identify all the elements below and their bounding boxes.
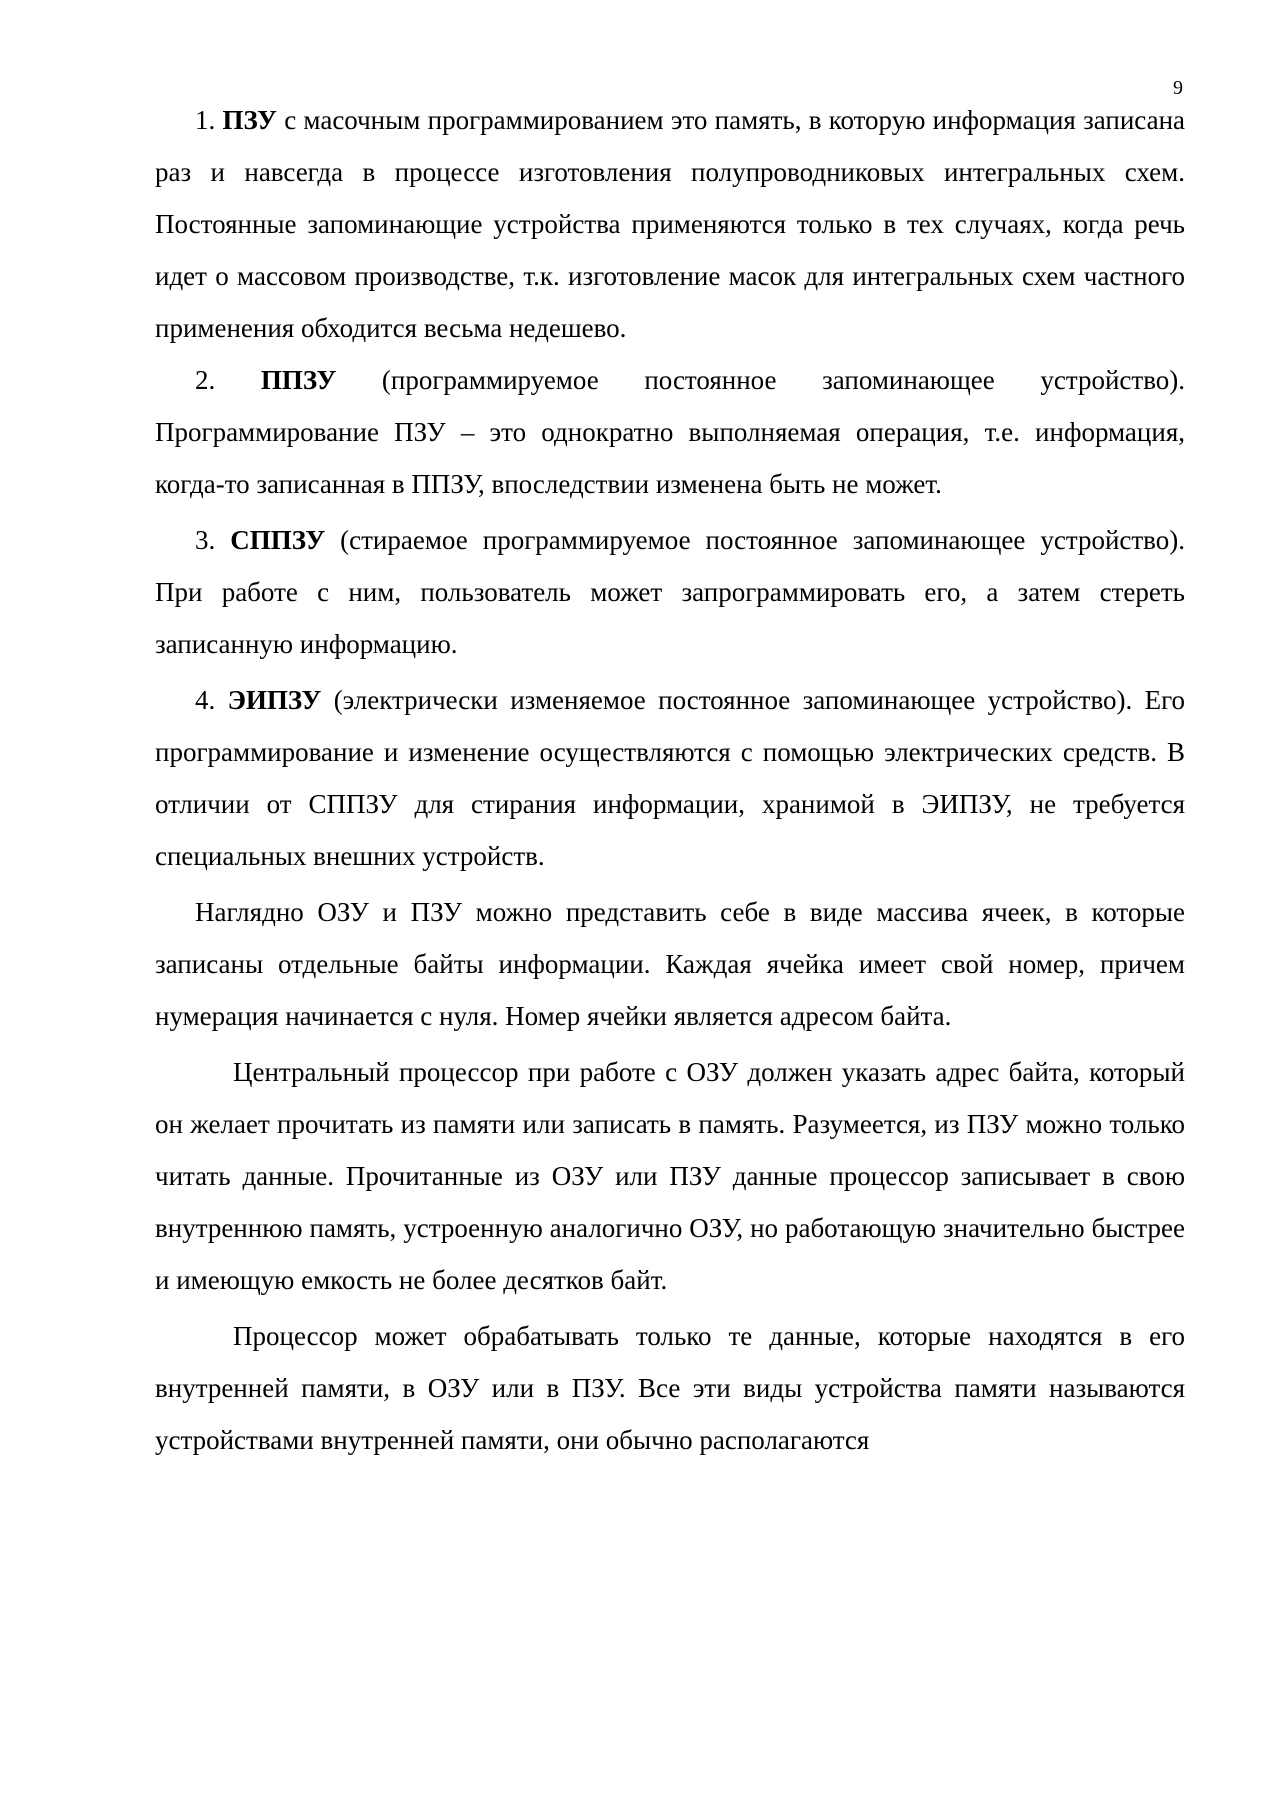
list-item-1	[155, 94, 1185, 354]
document-body	[155, 94, 1185, 1466]
paragraph-memory-cells: Наглядно ОЗУ и ПЗУ можно представить себе в виде массива ячеек, в которые записаны отдельные байты информации. Каждая ячейка имеет свой номер, причем нумерация начинается с нуля. Номер ячейки является адресом байта.	[155, 897, 1185, 1031]
paragraph-internal-memory: Процессор может обрабатывать только те данные, которые находятся в его внутренней памяти, в ОЗУ или в ПЗУ. Все эти виды устройства памяти называются устройствами внутренней памяти, они обычно располагаются	[155, 1321, 1185, 1455]
list-item-text: (программируемое постоянное запоминающее устройство). Программирование ПЗУ – это однократно выполняемая операция, т.е. информация, когда-то записанная в ППЗУ, впоследствии изменена быть не может.	[155, 365, 1186, 499]
term-ppzu: ППЗУ	[260, 365, 337, 395]
list-item-text: с масочным программированием это память, в которую информация записана раз и навсегда в процессе изготовления полупроводниковых интегральных схем. Постоянные запоминающие устройства применяются только в тех случаях, когда речь идет о массовом производстве, т.к. изготовление масок для интегральных схем частного применения обходится весьма недешево.	[155, 105, 1185, 343]
list-item-3	[155, 514, 1185, 670]
term-pzu: ПЗУ	[222, 105, 277, 135]
page-number: 9	[1173, 77, 1183, 99]
list-item-text: (электрически изменяемое постоянное запоминающее устройство). Его программирование и изменение осуществляются с помощью электрических средств. В отличии от СППЗУ для стирания информации, хранимой в ЭИПЗУ, не требуется специальных внешних устройств.	[155, 685, 1186, 871]
list-item-4	[155, 674, 1185, 882]
paragraph-cpu-address: Центральный процессор при работе с ОЗУ должен указать адрес байта, который он желает прочитать из памяти или записать в память. Разумеется, из ПЗУ можно только читать данные. Прочитанные из ОЗУ или ПЗУ данные процессор записывает в свою внутреннюю память, устроенную аналогично ОЗУ, но работающую значительно быстрее и имеющую емкость не более десятков байт.	[155, 1057, 1185, 1295]
term-sppzu: СППЗУ	[230, 525, 326, 555]
list-number: 3.	[195, 525, 216, 555]
list-number: 2.	[195, 365, 216, 395]
list-number: 4.	[195, 685, 216, 715]
term-eipzu: ЭИПЗУ	[227, 685, 322, 715]
list-item-2	[155, 354, 1185, 510]
list-number: 1.	[195, 105, 216, 135]
list-item-text: (стираемое программируемое постоянное запоминающее устройство). При работе с ним, пользователь может запрограммировать его, а затем стереть записанную информацию.	[155, 525, 1185, 659]
